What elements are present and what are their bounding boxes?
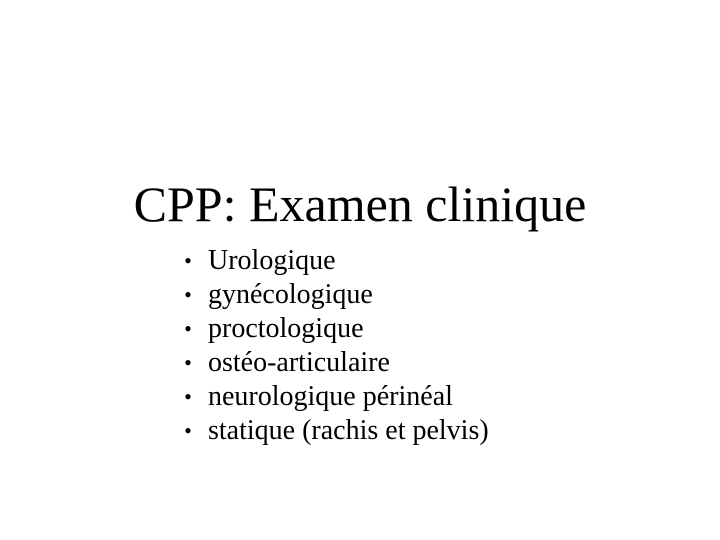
bullet-text: ostéo-articulaire bbox=[208, 347, 390, 378]
bullet-text: proctologique bbox=[208, 313, 364, 344]
slide-title: CPP: Examen clinique bbox=[133, 176, 587, 232]
bullet-text: gynécologique bbox=[208, 279, 373, 310]
bullet-icon: • bbox=[184, 282, 192, 307]
bullet-icon: • bbox=[184, 350, 192, 375]
bullet-text: statique (rachis et pelvis) bbox=[208, 415, 489, 446]
bullet-text: neurologique périnéal bbox=[208, 381, 453, 412]
bullet-text: Urologique bbox=[208, 245, 336, 276]
bullet-icon: • bbox=[184, 248, 192, 273]
bullet-icon: • bbox=[184, 316, 192, 341]
bullet-icon: • bbox=[184, 384, 192, 409]
bullet-icon: • bbox=[184, 418, 192, 443]
